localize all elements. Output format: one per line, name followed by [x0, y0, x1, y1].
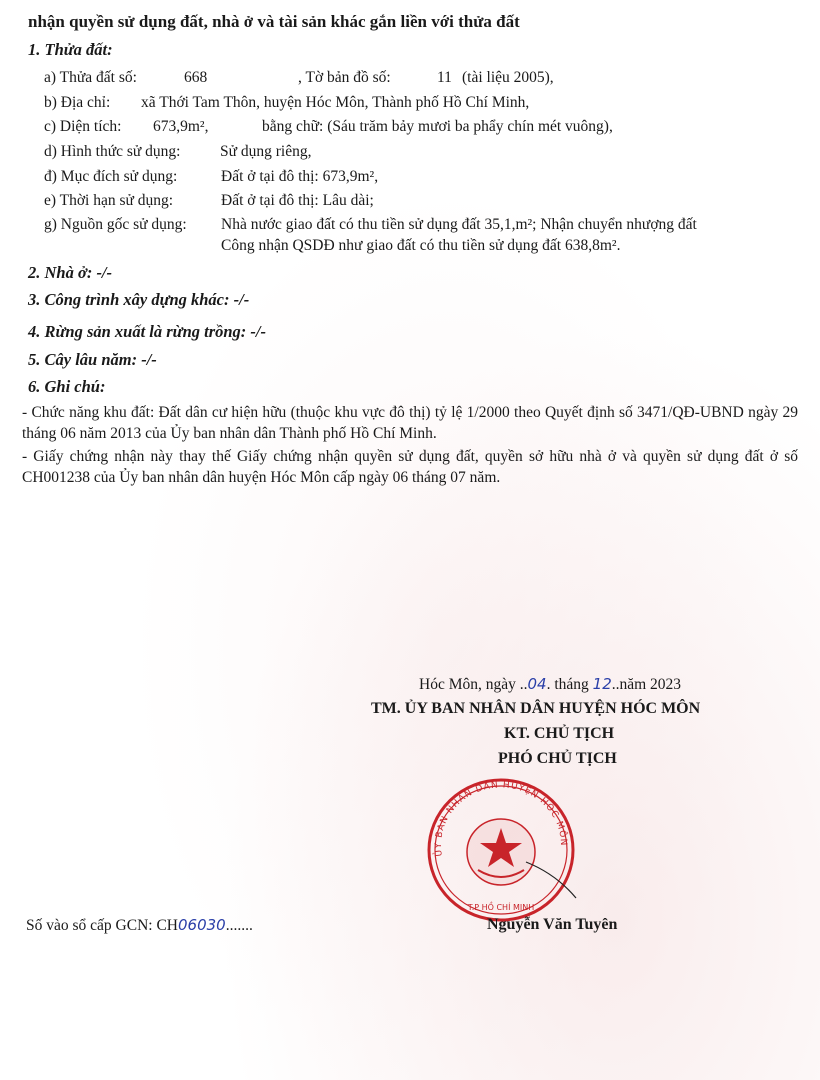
usage-purpose-value: Đất ở tại đô thị: 673,9m², [221, 168, 379, 185]
usage-origin-value-1: Nhà nước giao đất có thu tiền sử dụng đất 35,1,m²; Nhận chuyển nhượng đất [221, 216, 697, 233]
date-month: 12 [592, 675, 612, 693]
date-month-label: . tháng [546, 676, 589, 693]
section-notes-heading: 6. Ghi chú: [28, 377, 106, 396]
map-sheet-number: 11 [437, 69, 452, 86]
registry-dots: ....... [225, 917, 253, 934]
area-value: 673,9m², [153, 118, 209, 135]
section-forest: 4. Rừng sản xuất là rừng trồng: -/- [28, 322, 266, 341]
usage-term-value: Đất ở tại đô thị: Lâu dài; [221, 192, 374, 209]
usage-origin-value-2: Công nhận QSDĐ như giao đất có thu tiền sử dụng đất 638,8m². [221, 237, 621, 254]
date-day: 04 [527, 675, 547, 693]
note-item: - Chức năng khu đất: Đất dân cư hiện hữu (thuộc khu vực đô thị) tỷ lệ 1/2000 theo Quyết định số 3471/QĐ-UBND ngày 29 tháng 06 năm 2013 của Ủy ban nhân dân Thành phố Hồ Chí Minh. [22, 404, 798, 442]
section-perennial-trees: 5. Cây lâu năm: -/- [28, 350, 157, 369]
authority-line: TM. ỦY BAN NHÂN DÂN HUYỆN HÓC MÔN [371, 700, 701, 717]
section-other-works: 3. Công trình xây dựng khác: -/- [28, 290, 250, 309]
area-label: c) Diện tích: [44, 118, 122, 135]
svg-text:ỦY BAN NHÂN DÂN HUYỆN HÓC MÔN: ỦY BAN NHÂN DÂN HUYỆN HÓC MÔN [433, 780, 569, 857]
registry-number: 06030 [177, 916, 226, 934]
usage-origin-label: g) Nguồn gốc sử dụng: [44, 216, 187, 233]
signer-name: Nguyễn Văn Tuyên [487, 916, 618, 933]
usage-purpose-label: đ) Mục đích sử dụng: [44, 168, 178, 185]
official-seal [416, 770, 586, 930]
date-prefix: Hóc Môn, ngày .. [419, 676, 528, 693]
usage-form-value: Sử dụng riêng, [220, 143, 312, 160]
document-title: nhận quyền sử dụng đất, nhà ở và tài sản khác gắn liền với thửa đất [28, 12, 520, 31]
section-land-heading: 1. Thửa đất: [28, 40, 113, 59]
section-house: 2. Nhà ở: -/- [28, 263, 113, 282]
authority-role-line: KT. CHỦ TỊCH [504, 725, 615, 742]
map-sheet-note: (tài liệu 2005), [462, 69, 554, 86]
area-words: bằng chữ: (Sáu trăm bảy mươi ba phẩy chín mét vuông), [262, 118, 613, 135]
address-value: xã Thới Tam Thôn, huyện Hóc Môn, Thành phố Hồ Chí Minh, [141, 94, 530, 111]
date-year: ..năm 2023 [611, 676, 682, 693]
usage-form-label: d) Hình thức sử dụng: [44, 143, 181, 160]
svg-text:T.P HỒ CHÍ MINH: T.P HỒ CHÍ MINH [467, 903, 535, 912]
registry-line [26, 916, 253, 935]
issue-date [419, 675, 681, 694]
map-sheet-label: , Tờ bản đồ số: [298, 69, 391, 86]
address-label: b) Địa chỉ: [44, 94, 111, 111]
usage-term-label: e) Thời hạn sử dụng: [44, 192, 174, 209]
note-item: - Giấy chứng nhận này thay thế Giấy chứng nhận quyền sử dụng đất, quyền sở hữu nhà ở và quyền sử dụng đất ở số CH001238 của Ủy ban nhân dân huyện Hóc Môn cấp ngày 06 tháng 07 năm. [22, 448, 798, 486]
land-parcel-label: a) Thửa đất số: [44, 69, 137, 86]
registry-label: Số vào sổ cấp GCN: CH [26, 917, 178, 934]
signer-title: PHÓ CHỦ TỊCH [498, 750, 617, 767]
land-parcel-number: 668 [184, 69, 208, 86]
